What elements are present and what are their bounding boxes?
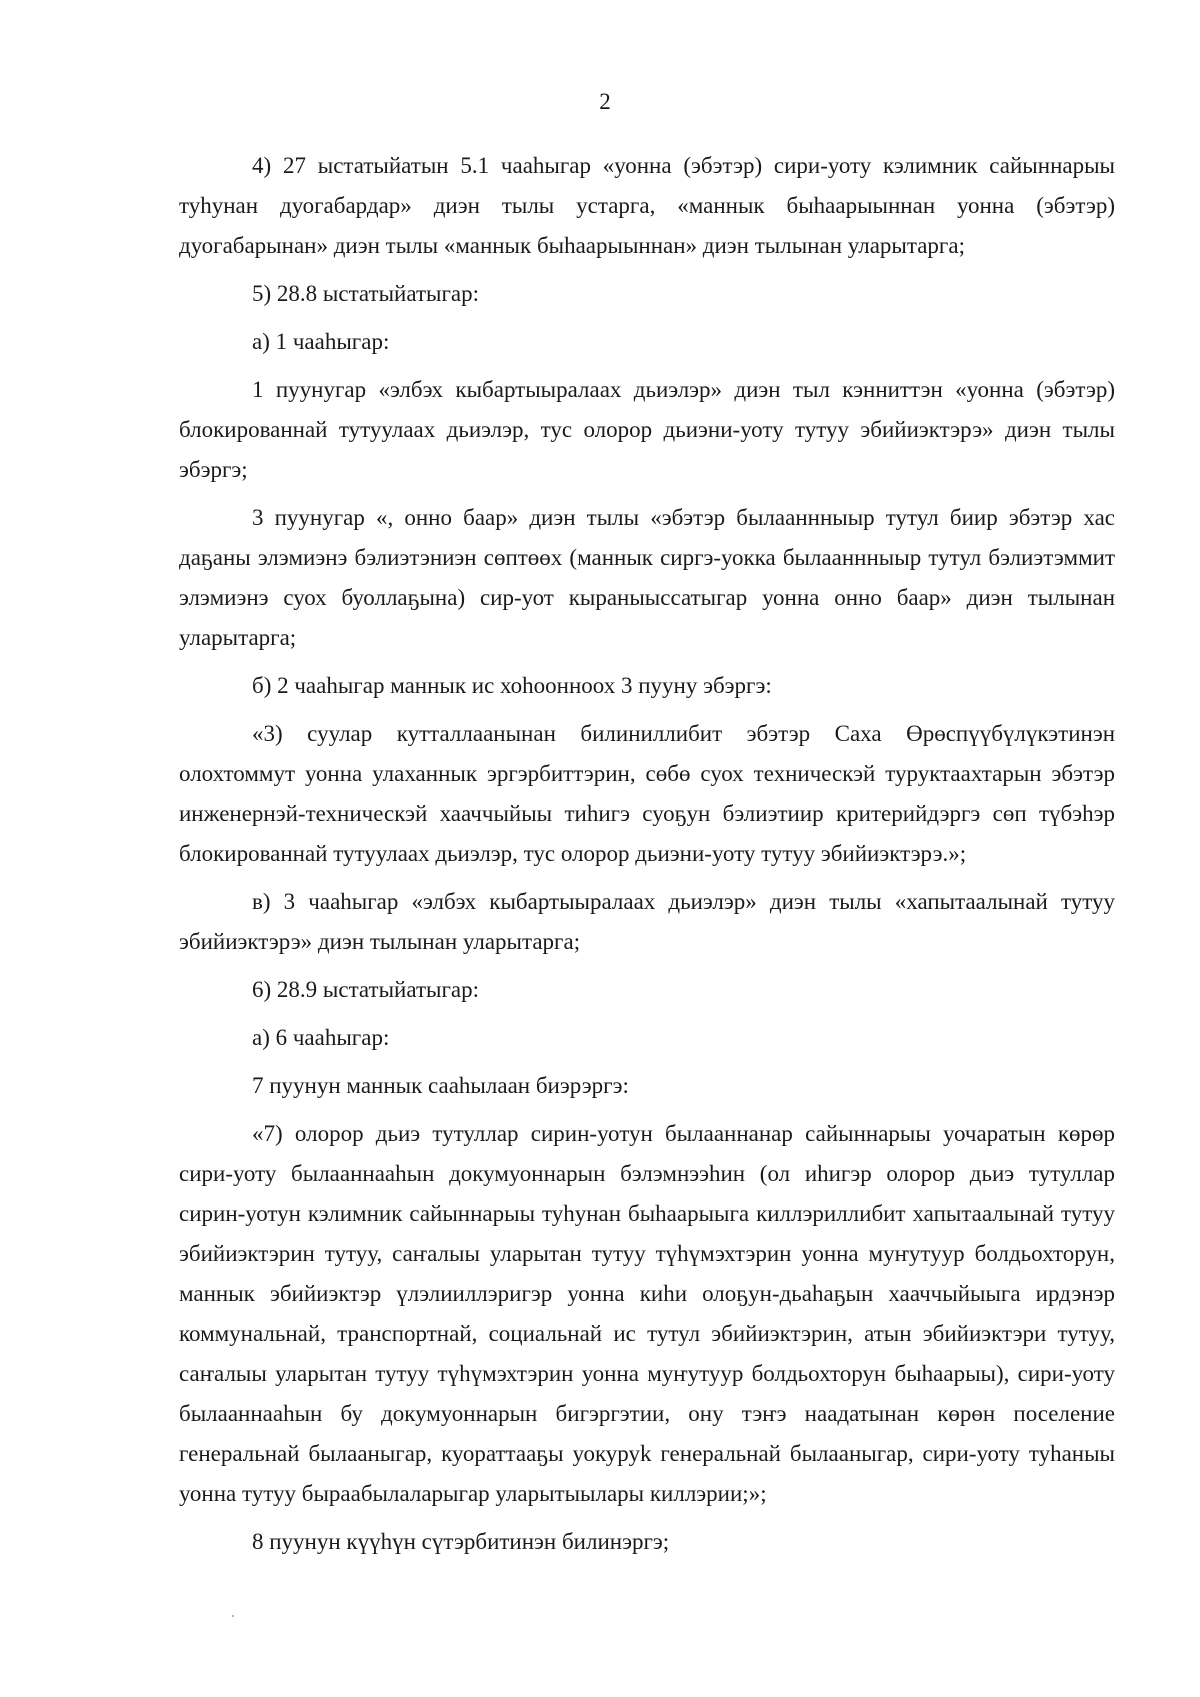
paragraph-quoted-point-3: «3) суулар кутталлаанынан билиниллибит эбэтэр Саха Өрөспүүбүлүкэтинэн олохтоммут уонна улаханнык эргэрбиттэрин, сөбө суох техническэй туруктаахтарын эбэтэр инженернэй-техническэй хааччыйыы тиһигэ суоҕун бэлиэтиир критерийдэргэ сөп түбэһэр блокированнай тутуулаах дьиэлэр, тус олорор дьиэни-уоту тутуу эбийиэктэрэ.»; [179, 721, 1115, 866]
paragraph-quoted-point-7: «7) олорор дьиэ тутуллар сирин-уотун былааннанар сайыннарыы уочаратын көрөр сири-уоту былааннааһын докумуоннарын бэлэмнээһин (ол иһигэр олорор дьиэ тутуллар сирин-уотун кэлимник сайыннарыы туһунан быһаарыыга киллэриллибит хапытаалынай тутуу эбийиэктэрин тутуу, саҥалыы уларытан тутуу түһүмэхтэрин уонна муҥутуур болдьохторун, маннык эбийиэктэр үлэлииллэригэр уонна киһи олоҕун-дьаһаҕын хааччыйыыга ирдэнэр коммунальнай, транспортнай, социальнай ис тутул эбийиэктэрин, атын эбийиэктэри тутуу, саҥалыы уларытан тутуу түһүмэхтэрин уонна муҥутуур болдьохторун быһаарыы), сири-уоту былааннааһын бу докумуоннарын бигэргэтии, ону тэҥэ наадатынан көрөн поселение генеральнай былааныгар, куораттааҕы уокуруk генеральнай былааныгар, сири-уоту туһаныы уонна тутуу быраабылаларыгар уларытыылары киллэрии;»; [179, 1121, 1115, 1506]
paragraph-point-1: 1 пуунугар «элбэх кыбартыыралаах дьиэлэр» диэн тыл кэнниттэн «уонна (эбэтэр) блокированнай тутуулаах дьиэлэр, тус олорор дьиэни-уоту тутуу эбийиэктэрэ» диэн тылы эбэргэ; [179, 377, 1115, 482]
paragraph-subitem-b: б) 2 чааһыгар маннык ис хоһоонноох 3 пууну эбэргэ: [252, 673, 772, 698]
scan-speck [232, 1615, 234, 1617]
paragraph-point-7-intro: 7 пуунун маннык сааһылаан биэрэргэ: [252, 1073, 629, 1098]
paragraph-point-8: 8 пуунун күүһүн сүтэрбитинэн билинэргэ; [252, 1529, 670, 1554]
paragraph-item-4: 4) 27 ыстатыйатын 5.1 чааһыгар «уонна (эбэтэр) сири-уоту кэлимник сайыннарыы туһунан дуогабардар» диэн тылы устарга, «маннык быһаарыыннан уонна (эбэтэр) дуогабарынан» диэн тылы «маннык быһаарыыннан» диэн тылынан уларытарга; [179, 153, 1115, 258]
document-body [179, 146, 1115, 1570]
paragraph-point-3: 3 пуунугар «, онно баар» диэн тылы «эбэтэр былааннныыр тутул биир эбэтэр хас даҕаны элэмиэнэ бэлиэтэниэн сөптөөх (маннык сиргэ-уокка былааннныыр тутул бэлиэтэммит элэмиэнэ суох буоллаҕына) сир-уот кыраныыссатыгар уонна онно баар» диэн тылынан уларытарга; [179, 505, 1115, 650]
paragraph-item-6: 6) 28.9 ыстатыйатыгар: [252, 977, 479, 1002]
paragraph-item-5: 5) 28.8 ыстатыйатыгар: [252, 281, 479, 306]
paragraph-subitem-a: а) 1 чааһыгар: [252, 329, 390, 354]
paragraph-subitem-a-2: а) 6 чааһыгар: [252, 1025, 390, 1050]
page-number: 2 [599, 89, 611, 114]
paragraph-subitem-v: в) 3 чааһыгар «элбэх кыбартыыралаах дьиэлэр» диэн тылы «хапытаалынай тутуу эбийиэктэрэ» диэн тылынан уларытарга; [179, 889, 1115, 954]
